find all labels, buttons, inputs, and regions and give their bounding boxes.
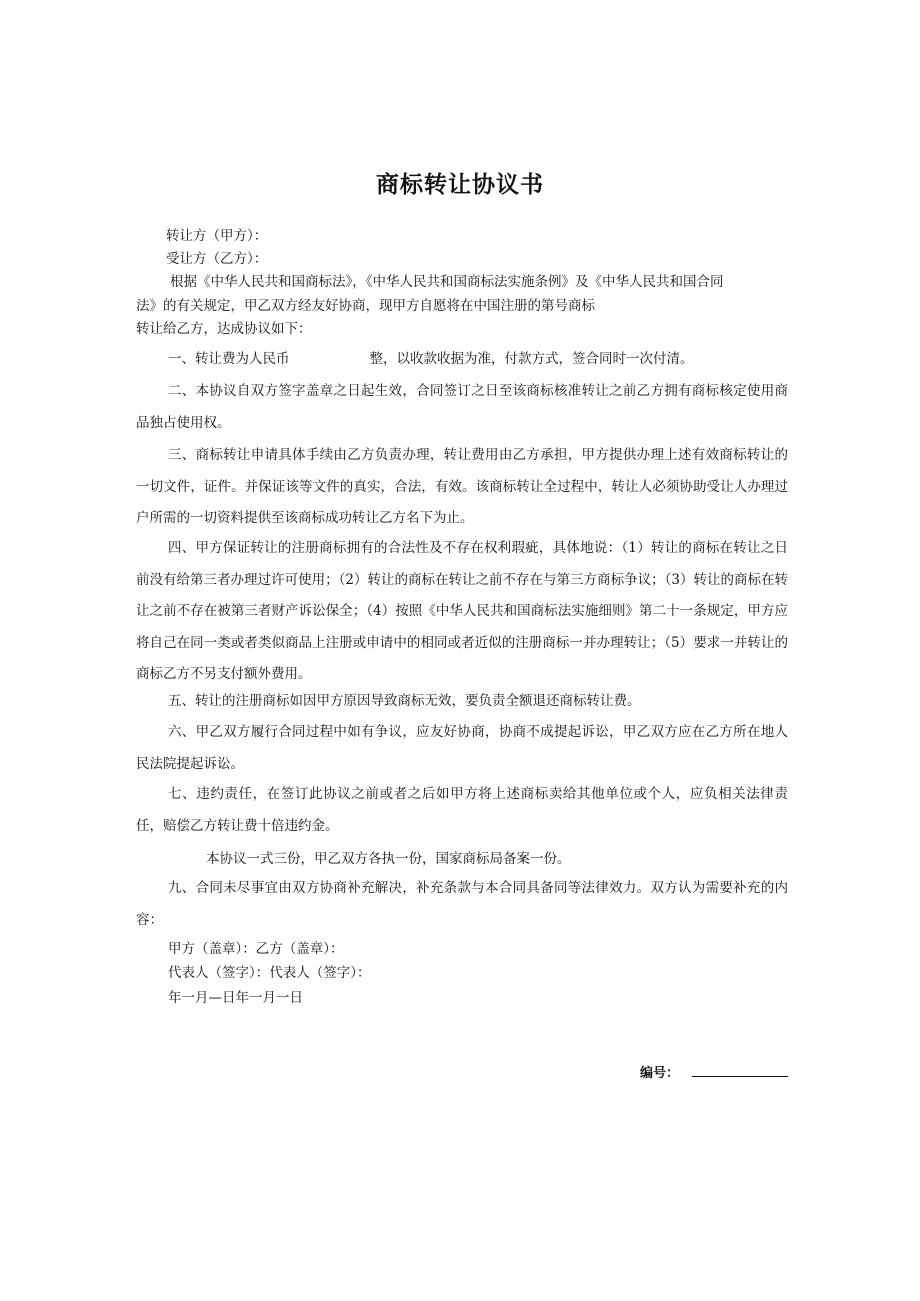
clause-3: 三、商标转让申请具体手续由乙方负责办理，转让费用由乙方承担，甲方提供办理上述有效商标转让的一切文件，证件。并保证该等文件的真实，合法，有效。该商标转让全过程中，转让人必须协助受让人办理过户所需的一切资料提供至该商标成功转让乙方名下为止。	[136, 447, 788, 526]
preamble-line-1: 根据《中华人民共和国商标法》，《中华人民共和国商标法实施条例》及《中华人民共和国合同	[170, 274, 724, 290]
transferor-line: 转让方（甲方）：	[166, 228, 268, 244]
clause-1-part-1: 一、转让费为人民币	[168, 351, 290, 367]
document-title: 商标转让协议书	[376, 172, 544, 198]
serial-number-blank	[692, 1076, 788, 1077]
clause-2: 二、本协议自双方签字盖章之日起生效，合同签订之日至该商标核准转让之前乙方拥有商标核定使用商品独占使用权。	[136, 383, 788, 431]
preamble-line-3: 转让给乙方，达成协议如下：	[136, 321, 312, 337]
representative-line: 代表人（签字）：代表人（签字）：	[168, 965, 371, 981]
clause-5: 五、转让的注册商标如因甲方原因导致商标无效，要负责全额退还商标转让费。	[168, 693, 641, 709]
clause-4: 四、甲方保证转让的注册商标拥有的合法性及不存在权利瑕疵，具体地说：（1）转让的商标在转让之日前没有给第三者办理过许可使用；（2）转让的商标在转让之前不存在与第三方商标争议；（3）转让的商标在转让之前不存在被第三者财产诉讼保全；（4）按照《中华人民共和国商标法实施细则》第二十一条规定，甲方应将自己在同一类或者类似商品上注册或申请中的相同或者近似的注册商标一并办理转让；（5）要求一并转让的商标乙方不另支付额外费用。	[136, 540, 788, 682]
preamble-line-2: 法》的有关规定，甲乙双方经友好协商，现甲方自愿将在中国注册的第号商标	[136, 298, 595, 314]
seal-line: 甲方（盖章）：乙方（盖章）：	[168, 941, 344, 957]
clause-1	[168, 350, 694, 368]
clause-7: 七、违约责任，在签订此协议之前或者之后如甲方将上述商标卖给其他单位或个人，应负相关法律责任，赔偿乙方转让费十倍违约金。	[136, 786, 788, 834]
serial-number-label: 编号：	[640, 1066, 680, 1081]
clause-1-part-2: 整，以收款收据为准，付款方式，签合同时一次付清。	[369, 351, 694, 367]
transferee-line: 受让方（乙方）：	[166, 251, 268, 267]
clause-6: 六、甲乙双方履行合同过程中如有争议，应友好协商，协商不成提起诉讼，甲乙双方应在乙方所在地人民法院提起诉讼。	[136, 724, 788, 772]
date-line: 年一月—日年一月一日	[168, 990, 303, 1006]
clause-8: 本协议一式三份，甲乙双方各执一份，国家商标局备案一份。	[206, 851, 571, 867]
clause-9: 九、合同未尽事宜由双方协商补充解决，补充条款与本合同具备同等法律效力。双方认为需要补充的内容：	[136, 880, 788, 928]
